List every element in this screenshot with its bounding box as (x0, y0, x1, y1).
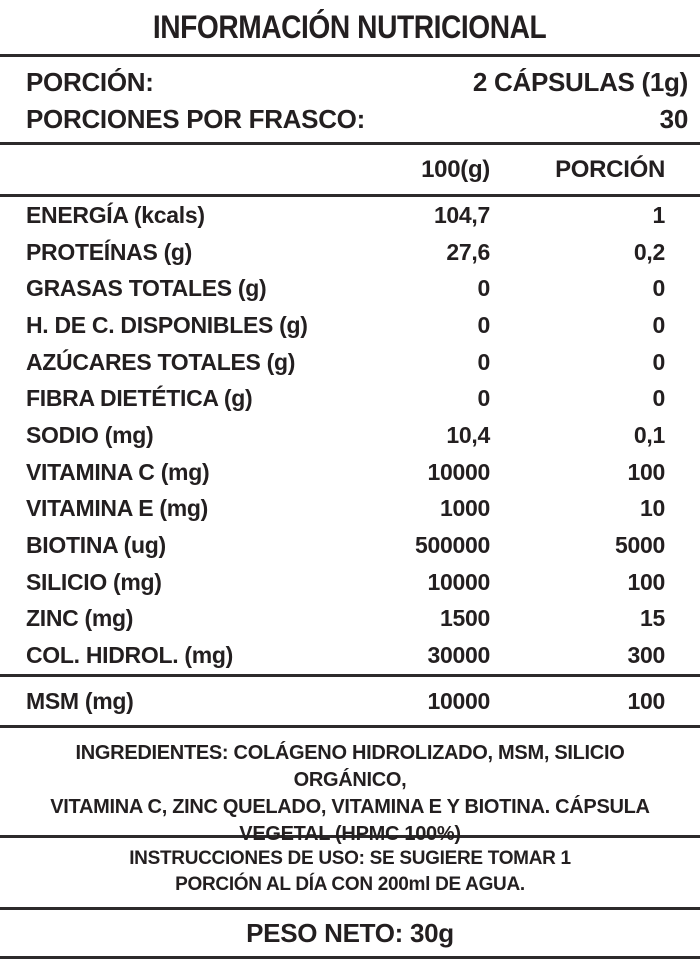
value-per-portion: 100 (627, 458, 665, 485)
servings-per-container-label: PORCIONES POR FRASCO: (26, 104, 365, 134)
value-per-portion: 0,2 (633, 238, 665, 265)
nutrient-name: VITAMINA E (mg) (26, 495, 209, 522)
value-per-100g: 10000 (427, 458, 490, 485)
value-per-portion: 300 (627, 642, 665, 669)
table-row (0, 491, 700, 528)
table-row (0, 197, 700, 234)
ingredients-line: INGREDIENTES: COLÁGENO HIDROLIZADO, MSM, SILICIO ORGÁNICO, (75, 742, 625, 791)
value-per-portion: 0 (652, 311, 665, 338)
net-weight (0, 910, 700, 959)
nutrient-name: BIOTINA (ug) (26, 532, 166, 559)
nutrient-name: MSM (mg) (26, 687, 134, 714)
table-row (0, 527, 700, 564)
net-weight-text: PESO NETO: 30g (246, 917, 454, 948)
servings-per-container-value: 30 (659, 104, 688, 134)
table-row (0, 564, 700, 601)
nutrient-name: AZÚCARES TOTALES (g) (26, 348, 296, 375)
nutrient-name: SODIO (mg) (26, 421, 154, 448)
value-per-portion: 100 (627, 568, 665, 595)
value-per-100g: 500000 (415, 532, 490, 559)
ingredients-section (0, 728, 700, 845)
nutrient-name: FIBRA DIETÉTICA (g) (26, 385, 253, 412)
table-row (0, 234, 700, 271)
value-per-100g: 10000 (427, 687, 490, 714)
serving-info-section (0, 57, 700, 145)
table-row (0, 601, 700, 638)
value-per-100g: 27,6 (446, 238, 490, 265)
value-per-portion: 0 (652, 348, 665, 375)
page-title: INFORMACIÓN NUTRICIONAL (153, 8, 547, 45)
label-header (0, 0, 700, 57)
serving-size-row (26, 64, 688, 101)
table-row (0, 380, 700, 417)
value-per-100g: 1500 (440, 605, 490, 632)
nutrient-name: PROTEÍNAS (g) (26, 238, 193, 265)
nutrition-rows (0, 197, 700, 677)
nutrient-name: SILICIO (mg) (26, 568, 162, 595)
nutrient-name: COL. HIDROL. (mg) (26, 642, 233, 669)
servings-per-container-row (26, 101, 688, 138)
instructions-line: PORCIÓN AL DÍA CON 200ml DE AGUA. (175, 874, 525, 895)
value-per-100g: 0 (477, 385, 490, 412)
column-header-portion: PORCIÓN (555, 155, 665, 183)
instructions-section (0, 838, 700, 910)
table-row (0, 637, 700, 674)
table-row (0, 454, 700, 491)
value-per-portion: 0,1 (633, 421, 665, 448)
table-row (0, 270, 700, 307)
table-row (0, 307, 700, 344)
value-per-portion: 10 (640, 495, 665, 522)
value-per-100g: 104,7 (433, 201, 490, 228)
table-row (0, 417, 700, 454)
nutrient-name: ZINC (mg) (26, 605, 134, 632)
value-per-100g: 1000 (440, 495, 490, 522)
value-per-100g: 0 (477, 348, 490, 375)
value-per-portion: 1 (652, 201, 665, 228)
ingredients-line: VEGETAL (HPMC 100%) (239, 823, 461, 845)
value-per-portion: 5000 (615, 532, 665, 559)
serving-size-label: PORCIÓN: (26, 67, 154, 97)
nutrient-name: ENERGÍA (kcals) (26, 201, 205, 228)
value-per-100g: 0 (477, 275, 490, 302)
value-per-100g: 30000 (427, 642, 490, 669)
table-row (0, 344, 700, 381)
nutrient-name: VITAMINA C (mg) (26, 458, 210, 485)
column-headers (0, 145, 700, 197)
value-per-portion: 0 (652, 385, 665, 412)
value-per-100g: 10000 (427, 568, 490, 595)
ingredients-line: VITAMINA C, ZINC QUELADO, VITAMINA E Y BIOTINA. CÁPSULA (50, 796, 650, 818)
serving-size-value: 2 CÁPSULAS (1g) (472, 67, 688, 97)
value-per-portion: 0 (652, 275, 665, 302)
column-header-per-100g: 100(g) (421, 155, 490, 183)
value-per-portion: 100 (627, 687, 665, 714)
msm-row (0, 677, 700, 728)
value-per-portion: 15 (640, 605, 665, 632)
value-per-100g: 10,4 (446, 421, 490, 448)
nutrient-name: H. DE C. DISPONIBLES (g) (26, 311, 308, 338)
nutrient-name: GRASAS TOTALES (g) (26, 275, 267, 302)
instructions-line: INSTRUCCIONES DE USO: SE SUGIERE TOMAR 1 (129, 848, 571, 869)
value-per-100g: 0 (477, 311, 490, 338)
